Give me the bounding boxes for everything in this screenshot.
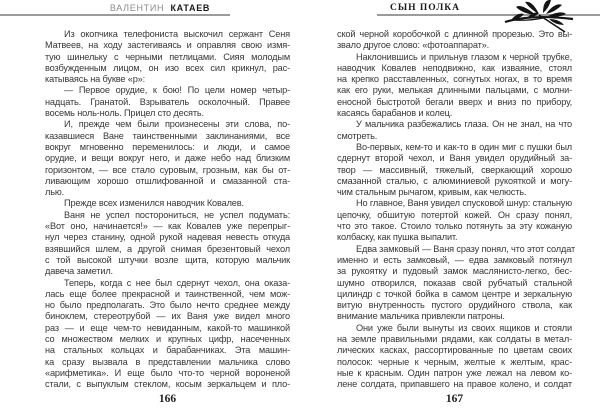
text-line: Ваня не успел посторониться, не успел подумать: <box>64 209 290 220</box>
text-line: на земле правильными рядами, как солдаты в метал- <box>337 334 572 345</box>
page-number-right: 167 <box>445 393 464 405</box>
text-line: звало другое слово: «фотоаппарат». <box>337 40 490 51</box>
text-line: У мальчика разбежались глаза. Он не знал, на что <box>356 119 572 130</box>
text-line: лась еще более прекрасной и таинственной, чем мож- <box>45 288 290 299</box>
text-line: казавшиеся Ване таинственными заклинаниями, все <box>45 130 290 141</box>
text-line: еносной быстротой бегали вверх и вниз по прибору, <box>337 96 572 107</box>
left-page-text <box>45 29 290 391</box>
text-line: вокруг мгновенно переменилось: и люди, и самое <box>45 141 290 152</box>
text-line: смазанной сталью, с алюминиевой рукояткой и могу- <box>337 175 572 186</box>
text-line: «Вот оно, начинается!» — как Ковалев уже перепрыг- <box>45 221 290 232</box>
right-page-text <box>337 29 576 391</box>
header-rule-left <box>0 14 230 16</box>
text-line: ливающим хорошо отшлифованной и смазанной ста- <box>45 175 290 186</box>
text-line: катываясь на букве «р»: <box>45 74 146 85</box>
text-line: тую шинельку с черными петлицами. Сияя молодым <box>45 51 290 62</box>
text-line: ской черной коробочкой с длинной прорезью. Это вы- <box>337 29 572 39</box>
text-line: но было предполагать. Это было нечто среднее между <box>45 300 290 311</box>
text-line: давеча заметил. <box>45 266 113 277</box>
text-line: лических касках, рассортированные по цветам своих <box>337 345 572 356</box>
text-line: внимание мальчика привлекли патроны. <box>337 311 505 322</box>
text-line: твор — массивный, тяжелый, сверкающий хорошо <box>337 164 572 175</box>
text-line: Наклонившись и прильнув глазом к черной трубке, <box>356 51 572 62</box>
text-line: надцать. Гранатой. Взрыватель осколочный. Правее <box>45 96 290 107</box>
text-line: касаясь барабанов и колец. <box>337 108 453 119</box>
text-line: на стальных кольцах и барабанчиках. Эта машин- <box>45 345 290 356</box>
text-line: стали, с выпуклым стеклом, косым зеркальцем и пло- <box>45 379 290 390</box>
text-line: биноклем, стереотрубой — их Ваня уже видел много <box>45 311 290 322</box>
text-line: со множеством мелких и крупных цифр, насеченных <box>45 334 290 345</box>
text-line: чим стальным рычагом, кривым, как челюсть. <box>337 187 527 198</box>
text-line: цепочку, обшитую потертой кожей. Он сразу понял, <box>337 209 572 220</box>
text-line: как его руки, мелькая длинными пальцами, с молни- <box>337 85 572 96</box>
text-line: лене солдата, припавшего на правое колено, и солдат <box>337 379 572 390</box>
text-line: наводчик Ковалев неподвижно, как изваяние, стоял <box>337 62 572 73</box>
text-line: ные к красным. Один патрон уже лежал на левом ко- <box>337 367 572 378</box>
text-line: возбужденным лицом, он изо всех сил крикнул, рас- <box>45 62 290 73</box>
text-line: полосок: черные к черным, желтые к желтым, крас- <box>337 356 572 367</box>
text-line: — Первое орудие, к бою! По цели номер четыр- <box>64 85 290 96</box>
text-line: Теперь, когда с нее был сдернут чехол, она оказа- <box>64 277 290 288</box>
text-line: Но главное, Ваня увидел спусковой шнур: стальную <box>356 198 572 209</box>
text-line: «арифметика». И еще было что-то черной вороненой <box>45 367 290 378</box>
text-line: восемь ноль-ноль. Прицел сто десять. <box>45 108 204 119</box>
text-line: орудие, и вещи вокруг него, и даже небо над близким <box>45 153 290 164</box>
text-line: на крепко расставленных, согнутых ногах, в то время <box>337 74 572 85</box>
text-line: что это такое. Стоило только потянуть за эту кожаную <box>337 221 572 232</box>
running-head-title: СЫН ПОЛКА <box>389 3 461 13</box>
page-number-left: 166 <box>158 393 177 405</box>
text-line: Из окопчика телефониста выскочил сержант Сеня <box>64 29 290 39</box>
text-line: сдернут второй чехол, и Ваня увидел орудийный за- <box>337 153 572 164</box>
text-line: взявшийся шлем, а другой снимая брезентовый чехол <box>45 243 290 254</box>
text-line: Во-первых, кем-то и как-то в один миг с пушки был <box>356 141 572 152</box>
text-line: лью. <box>45 187 64 198</box>
text-line: Матвеев, на ходу застегиваясь и оправляя свою измя- <box>45 40 290 51</box>
text-line: Они уже были вынуты из своих ящиков и стояли <box>356 322 572 333</box>
text-line: Едва замковый — Ваня сразу понял, что этот солдат <box>356 243 576 254</box>
text-line: цилиндр с точкой бойка в самом центре и зеркальную <box>337 288 572 299</box>
text-line: шумно отворился, показав свой рубчатый стальной <box>337 277 572 288</box>
author-last-name: КАТАЕВ <box>170 3 211 13</box>
running-head-author <box>110 3 210 13</box>
text-line: именно и есть замковый, — едва замковый потянул <box>337 254 572 265</box>
text-line: И, прежде чем были произнесены эти слова, по- <box>64 119 290 130</box>
text-line: Прежде всех изменился наводчик Ковалев. <box>64 198 244 209</box>
text-line: смотреть. <box>337 130 378 141</box>
text-line: колбаску, как пушка выпалит. <box>337 232 458 243</box>
text-line: ка сразу вызвала в представлении мальчика слово <box>45 356 290 367</box>
text-line: раз — и еще чем-то невиданным, какой-то машинкой <box>45 322 290 333</box>
text-line: нул через станину, одной рукой надевая невесть откуда <box>45 232 290 243</box>
text-line: витую внутренность пустого орудийного ствола, как <box>337 300 572 311</box>
text-line: за рукоятку и пудовый замок маслянисто-легко, бес- <box>337 266 572 277</box>
text-line: с той высокой штучки возле щита, которую мальчик <box>45 254 290 265</box>
text-line: горизонтом, — все стало суровым, грозным, как бы от- <box>45 164 290 175</box>
author-first-name: ВАЛЕНТИН <box>109 3 165 13</box>
